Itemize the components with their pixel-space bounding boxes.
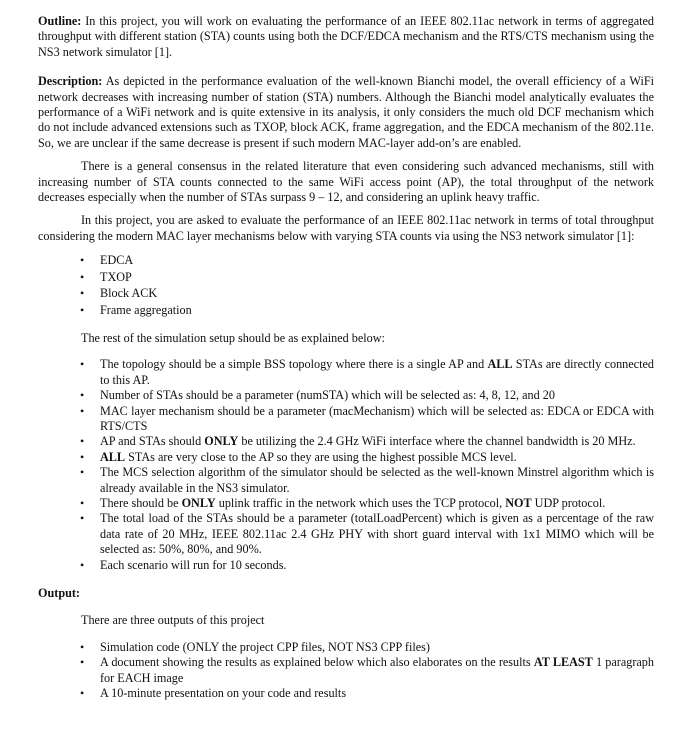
list-item: • The MCS selection algorithm of the simulator should be selected as the well-known Minstrel algorithm which is already available in the NS3 simulator. (100, 465, 654, 496)
list-item: • A document showing the results as explained below which also elaborates on the results AT LEAST 1 paragraph for EACH image (100, 655, 654, 686)
list-item: • A 10-minute presentation on your code and results (100, 686, 654, 701)
output-heading: Output: (38, 586, 80, 600)
list-item: • Simulation code (ONLY the project CPP files, NOT NS3 CPP files) (100, 640, 654, 655)
outline-text: In this project, you will work on evaluating the performance of an IEEE 802.11ac network in terms of aggregated throughput with different station (STA) counts using both the DCF/EDCA mechanism and the RTS/CTS mechanism using the NS3 network simulator [1]. (38, 14, 654, 59)
evaluation-paragraph: In this project, you are asked to evaluate the performance of an IEEE 802.11ac network in terms of total throughput considering the modern MAC layer mechanisms below with varying STA counts via using the NS3 network simulator [1]: (38, 213, 654, 243)
output-list (100, 640, 654, 702)
list-item: • Frame aggregation (100, 303, 654, 318)
list-item: • TXOP (100, 270, 654, 285)
list-item: • Each scenario will run for 10 seconds. (100, 558, 654, 573)
description-label: Description: (38, 74, 103, 89)
list-item: • Block ACK (100, 286, 654, 301)
output-intro: There are three outputs of this project (81, 613, 265, 628)
list-item: • ALL STAs are very close to the AP so they are using the highest possible MCS level. (100, 450, 654, 465)
list-item: • EDCA (100, 253, 654, 268)
setup-list (100, 357, 654, 573)
description-paragraph (38, 74, 654, 151)
list-item: • Number of STAs should be a parameter (numSTA) which will be selected as: 4, 8, 12, and 20 (100, 388, 654, 403)
description-text: As depicted in the performance evaluation of the well-known Bianchi model, the overall efficiency of a WiFi network decreases with increasing number of station (STA) numbers. Although the Bianchi model analytically evaluates the performance of a WiFi network and is quite extensive in its analysis, it only considers the much old DCF mechanism which do not include advanced extensions such as TXOP, block ACK, frame aggregation, and the EDCA mechanism of the 802.11e. So, we are unclear if the same decrease is present if such modern MAC-layer add-on’s are enabled. (38, 74, 654, 150)
outline-label: Outline: (38, 14, 82, 28)
list-item: • The total load of the STAs should be a parameter (totalLoadPercent) which is given as a percentage of the raw data rate of 20 MHz, IEEE 802.11ac 2.4 GHz PHY with short guard interval with 1x1 MIMO which will be selected as: 50%, 80%, and 90%. (100, 511, 654, 557)
outline-paragraph (38, 14, 654, 60)
consensus-paragraph: There is a general consensus in the related literature that even considering such advanced mechanisms, still with increasing number of STA counts connected to the same WiFi access point (AP), the total throughput of the network decreases especially when the number of STAs surpass 9 – 12, and considering an uplink heavy traffic. (38, 159, 654, 205)
list-item: • There should be ONLY uplink traffic in the network which uses the TCP protocol, NOT UDP protocol. (100, 496, 654, 511)
mechanism-list (100, 253, 654, 318)
list-item: • MAC layer mechanism should be a parameter (macMechanism) which will be selected as: EDCA or EDCA with RTS/CTS (100, 404, 654, 435)
setup-intro: The rest of the simulation setup should be as explained below: (81, 330, 385, 345)
list-item: • AP and STAs should ONLY be utilizing the 2.4 GHz WiFi interface where the channel bandwidth is 20 MHz. (100, 434, 654, 449)
list-item: • The topology should be a simple BSS topology where there is a single AP and ALL STAs are directly connected to this AP. (100, 357, 654, 388)
